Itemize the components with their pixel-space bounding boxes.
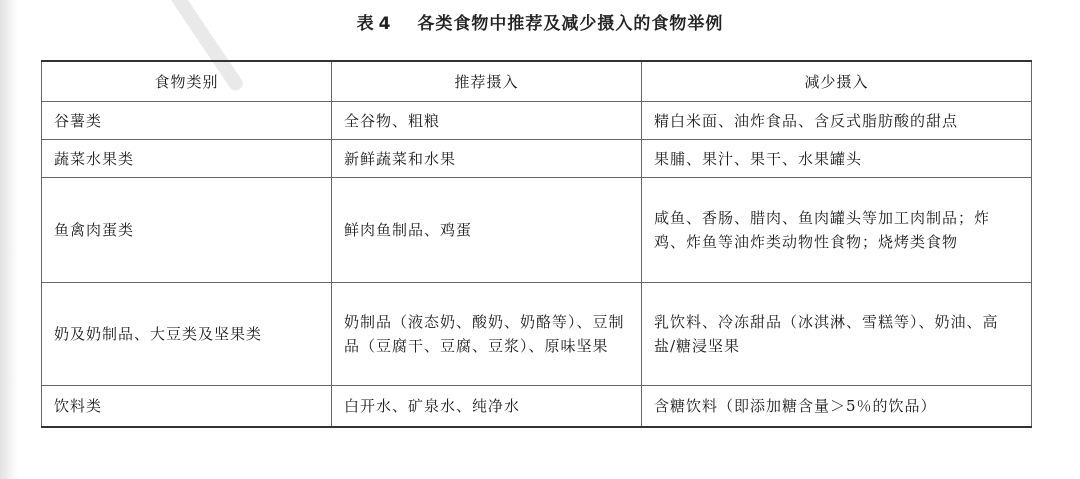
cell-category: 鱼禽肉蛋类 bbox=[42, 178, 332, 283]
cell-category: 蔬菜水果类 bbox=[42, 140, 332, 178]
page-edge-shadow bbox=[0, 0, 18, 479]
header-reduced-intake: 减少摄入 bbox=[642, 61, 1032, 102]
cell-reduced: 果脯、果汁、果干、水果罐头 bbox=[642, 140, 1032, 178]
cell-reduced: 含糖饮料（即添加糖含量＞5％的饮品） bbox=[642, 386, 1032, 428]
table-row bbox=[42, 283, 1032, 386]
table-title-number: 4 bbox=[378, 14, 392, 34]
table-title-text: 各类食物中推荐及减少摄入的食物举例 bbox=[417, 14, 724, 34]
table-title-prefix: 表 bbox=[356, 14, 375, 34]
header-row bbox=[42, 61, 1032, 102]
table-row bbox=[42, 102, 1032, 140]
cell-recommended: 奶制品（液态奶、酸奶、奶酪等）、豆制品（豆腐干、豆腐、豆浆）、原味坚果 bbox=[332, 283, 642, 386]
cell-category: 饮料类 bbox=[42, 386, 332, 428]
cell-reduced: 精白米面、油炸食品、含反式脂肪酸的甜点 bbox=[642, 102, 1032, 140]
header-food-category: 食物类别 bbox=[42, 61, 332, 102]
table-row bbox=[42, 386, 1032, 428]
cell-recommended: 白开水、矿泉水、纯净水 bbox=[332, 386, 642, 428]
header-recommended-intake: 推荐摄入 bbox=[332, 61, 642, 102]
cell-recommended: 新鲜蔬菜和水果 bbox=[332, 140, 642, 178]
cell-reduced: 咸鱼、香肠、腊肉、鱼肉罐头等加工肉制品；炸鸡、炸鱼等油炸类动物性食物；烧烤类食物 bbox=[642, 178, 1032, 283]
table-title bbox=[0, 9, 1080, 34]
table-row bbox=[42, 140, 1032, 178]
cell-recommended: 鲜肉鱼制品、鸡蛋 bbox=[332, 178, 642, 283]
cell-recommended: 全谷物、粗粮 bbox=[332, 102, 642, 140]
cell-category: 奶及奶制品、大豆类及坚果类 bbox=[42, 283, 332, 386]
cell-reduced: 乳饮料、冷冻甜品（冰淇淋、雪糕等）、奶油、高盐/糖浸坚果 bbox=[642, 283, 1032, 386]
table-row bbox=[42, 178, 1032, 283]
food-recommendation-table bbox=[41, 60, 1032, 428]
cell-category: 谷薯类 bbox=[42, 102, 332, 140]
